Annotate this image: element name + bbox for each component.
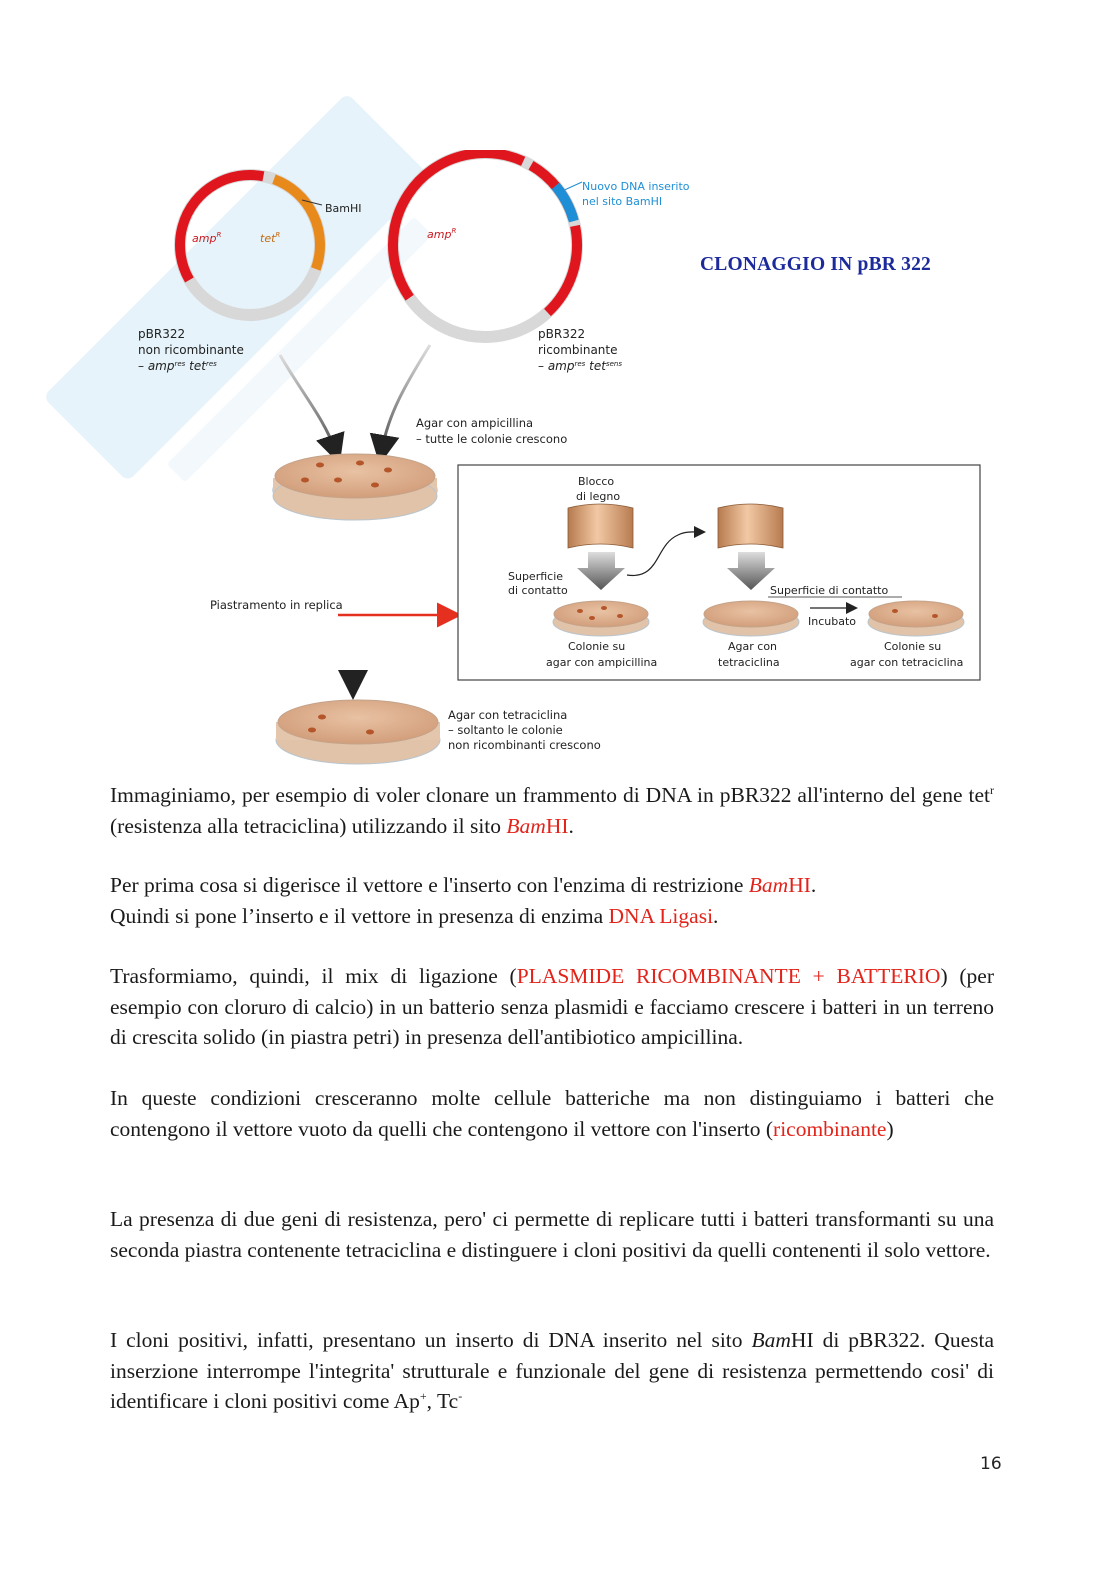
small-dish-tetracycline-colonies [868,601,964,636]
bamhi-site-label: BamHI [325,202,362,215]
dish-tetracycline-label-1: Agar con tetraciclina [448,708,568,722]
right-caption-2: ricombinante [538,343,618,357]
dish-ampicillin [273,454,437,520]
dish2-label-2: tetraciclina [718,656,780,669]
block-label-1: Blocco [578,475,615,488]
insert-label-2: nel sito BamHI [582,195,663,208]
dish1-label-2: agar con ampicillina [546,656,658,669]
plasmid-recombinant [355,150,689,375]
amp-gene-label-right: amp$^R$ [427,227,457,241]
paragraph-1: Immaginiamo, per esempio di voler clonare un frammento di DNA in pBR322 all'interno del gene tet$^r$ (resistenza alla tetraciclina) utilizzando il sito BamHI. [110,782,994,838]
incubate-label: Incubato [808,615,857,628]
tet-gene-label: tet$^R$ [260,231,281,245]
left-caption-3: – amp$^{res}$ tet$^{res}$ [138,359,217,373]
dish3-label-1: Colonie su [884,640,942,653]
left-caption-1: pBR322 [138,327,186,341]
dish-ampicillin-label-2: – tutte le colonie crescono [416,432,568,446]
figure-title: CLONAGGIO IN pBR 322 [700,254,931,275]
right-caption-1: pBR322 [538,327,586,341]
paragraph-6: I cloni positivi, infatti, presentano un inserto di DNA inserito nel sito BamHI di pBR322. Questa inserzione interrompe l'integrita' strutturale e funzionale del gene di resistenza permettendo cosi' di identificare i cloni positivi come Ap+, Tc- [110,1328,995,1413]
arrow-left-to-dish [280,355,335,450]
dish-tetracycline-label-2: – soltanto le colonie [448,723,563,737]
dish1-label-1: Colonie su [568,640,626,653]
dish-ampicillin-label-1: Agar con ampicillina [416,416,534,430]
left-caption-2: non ricombinante [138,343,244,357]
dish3-label-2: agar con tetraciclina [850,656,964,669]
dish-tetracycline [276,700,440,764]
surface-label-1: Superficie [508,570,564,583]
replica-plating-label: Piastramento in replica [210,598,343,612]
page-number: 16 [980,1454,1002,1474]
replica-plating-box [458,465,980,680]
paragraph-3: Trasformiamo, quindi, il mix di ligazione (PLASMIDE RICOMBINANTE + BATTERIO) (per esempio con cloruro di calcio) in un batterio senza plasmidi e facciamo crescere i batteri in un terreno di crescita solido (in piastra petri) in presenza dell'antibiotico ampicillina. [110,964,994,1049]
paragraph-5: La presenza di due geni di resistenza, pero' ci permette di replicare tutti i batteri transformanti su una seconda piastra contenente tetraciclina e distinguere i cloni positivi da quelli contenenti il solo vettore. [110,1207,994,1262]
dish2-label-1: Agar con [728,640,778,653]
wood-block-1 [568,504,633,548]
paragraph-2: Per prima cosa si digerisce il vettore e l'inserto con l'enzima di restrizione BamHI. Quindi si pone l’inserto e il vettore in presenza di enzima DNA Ligasi. [110,873,817,928]
plasmid-non-recombinant [138,150,362,373]
surface-label-2: di contatto [508,584,568,597]
small-dish-tetracycline [703,601,799,636]
wood-block-2 [718,504,783,548]
amp-gene-label: amp$^R$ [192,231,222,245]
paragraph-4: In queste condizioni cresceranno molte cellule batteriche ma non distinguiamo i batteri che contengono il vettore vuoto da quelli che contengono il vettore con l'inserto (ricombinante) [110,1086,994,1141]
block-label-2: di legno [576,490,621,503]
insert-label-1: Nuovo DNA inserito [582,180,690,193]
dish-tetracycline-label-3: non ricombinanti crescono [448,738,601,752]
right-caption-3: – amp$^{res}$ tet$^{sens}$ [538,359,622,373]
surface-label-right: Superficie di contatto [770,584,889,597]
small-dish-ampicillin [553,601,649,636]
cloning-diagram [130,150,1010,770]
